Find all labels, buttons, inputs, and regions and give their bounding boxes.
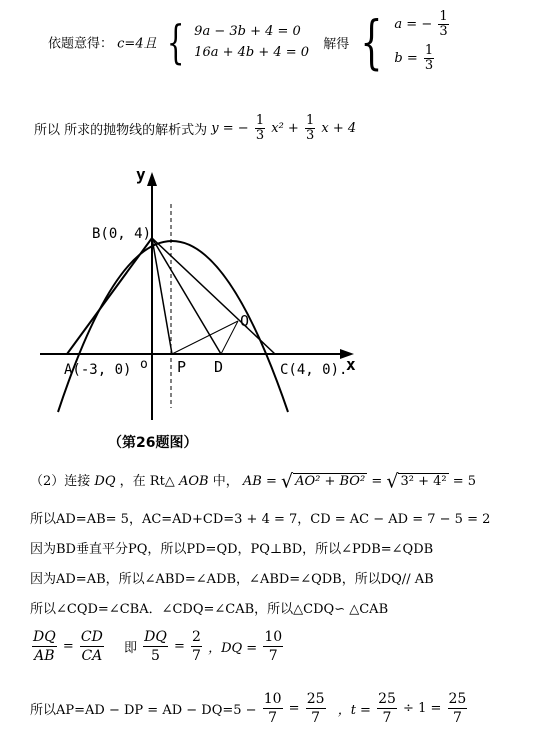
point-P-label: P: [177, 358, 187, 376]
a-num: 1: [439, 9, 448, 24]
ratio-eq-2: =: [173, 639, 185, 654]
in-text: 中，: [212, 474, 239, 489]
ratio-frac-2: [80, 628, 104, 665]
ratio-3-den: 5: [151, 648, 160, 664]
ratio-4-num: 2: [192, 629, 201, 645]
sqrt-icon: √: [280, 470, 294, 493]
bd-line: 因为BD垂直平分PQ，所以PD=QD，PQ⊥BD，所以∠PDB=∠QDB: [30, 542, 434, 557]
point-B-label: B(0, 4): [92, 226, 152, 242]
origin-label: o: [140, 357, 148, 372]
b-den: 3: [424, 58, 434, 73]
ap-frac-2: [306, 690, 326, 727]
coef-1-num: 1: [255, 113, 265, 128]
ad-line: 所以AD=AB= 5，AC=AD+CD=3 + 4 = 7，CD = AC − AD = 7 − 5 = 2: [30, 512, 491, 527]
parabola-prefix: 所以 所求的抛物线的解析式为: [34, 123, 208, 138]
segment-DQ: [221, 321, 238, 354]
ap-1-num: 10: [263, 691, 282, 707]
a-den: 3: [439, 24, 448, 39]
point-Q-label: Q: [240, 312, 250, 330]
coef-1-den: 3: [255, 128, 265, 143]
parabola-curve: [58, 241, 288, 412]
ap-frac-3: [377, 690, 397, 727]
coef-2: [305, 114, 315, 143]
given-prefix: 依题意得：: [48, 36, 114, 52]
ratio-2-den: CA: [81, 648, 103, 664]
equation-1: 9a − 3b + 4 = 0: [194, 24, 301, 39]
aob-text: AOB: [178, 474, 209, 489]
equation-2: 16a + 4b + 4 = 0: [194, 45, 310, 60]
point-A-label: A(-3, 0): [64, 362, 132, 378]
b-num: 1: [424, 43, 434, 58]
ratio-frac-4: [191, 628, 202, 665]
coef-2-num: 1: [305, 113, 315, 128]
ap-3-den: 7: [382, 710, 392, 726]
ad-ab-line: 因为AD=AB，所以∠ABD=∠ADB，∠ABD=∠QDB，所以DQ// AB: [30, 572, 434, 587]
y-eq: y = −: [211, 121, 249, 136]
eq2-text: =: [371, 474, 387, 489]
ap-eq-1: =: [288, 701, 300, 716]
similar-line: 所以∠CQD=∠CBA．∠CDQ=∠CAB，所以△CDQ∽ △CAB: [30, 602, 389, 617]
ratio-frac-1: [32, 628, 57, 665]
left-brace: {: [166, 15, 185, 69]
ratio-line: [30, 628, 285, 665]
ab-text: AB: [242, 474, 262, 489]
b-fraction: [424, 44, 434, 73]
solution-system: [394, 8, 450, 76]
a-fraction: [438, 10, 448, 39]
sqrt-icon-2: √: [386, 470, 399, 493]
ratio-frac-5: [263, 628, 283, 665]
segment-BC: [152, 238, 275, 354]
ji-text: 即: [123, 641, 137, 656]
ratio-5-num: 10: [264, 629, 283, 645]
ratio-frac-3: [143, 628, 168, 665]
ratio-2-num: CD: [80, 629, 103, 645]
ratio-5-den: 7: [268, 648, 278, 664]
figure-caption: （第26题图）: [108, 435, 198, 451]
ap-4-num: 25: [448, 691, 467, 707]
result-text: = 5: [452, 474, 477, 489]
radicand-1: AO² + BO²: [295, 474, 366, 489]
ap-4-den: 7: [452, 710, 462, 726]
a-lhs: a = −: [394, 17, 433, 32]
point-C-label: C(4, 0).: [280, 362, 348, 378]
ratio-1-num: DQ: [33, 629, 56, 645]
rt-text: ，在 Rt△: [119, 474, 175, 489]
solution-a: [394, 8, 450, 42]
y-axis-arrow: [147, 172, 157, 186]
point-D-label: D: [214, 358, 224, 376]
ap-1-den: 7: [268, 710, 278, 726]
ratio-eq-1: =: [62, 639, 74, 654]
ratio-4-den: 7: [192, 648, 201, 664]
parabola-line: [34, 114, 356, 143]
x-tail: x + 4: [321, 121, 357, 136]
parabola-figure: [0, 158, 540, 458]
div-text: ÷ 1 =: [403, 701, 442, 716]
ratio-3-num: DQ: [144, 629, 167, 645]
equation-system: [194, 21, 309, 63]
ap-prefix: 所以AP=AD − DP = AD − DQ=5 −: [30, 703, 257, 718]
c-equals: c=4且: [117, 36, 157, 52]
ap-line: [30, 690, 469, 727]
ap-frac-1: [263, 690, 283, 727]
ap-2-num: 25: [306, 691, 325, 707]
x-label: x: [346, 355, 356, 374]
coef-1: [255, 114, 265, 143]
ap-3-num: 25: [378, 691, 396, 707]
ap-2-den: 7: [311, 710, 321, 726]
ratio-1-den: AB: [34, 648, 55, 664]
ap-frac-4: [448, 690, 468, 727]
step2-prefix: （2）连接: [30, 474, 91, 489]
t-eq: ，t =: [337, 703, 371, 718]
system-line: [48, 8, 451, 76]
radicand-2: 3² + 4²: [400, 474, 447, 489]
solution-b: [394, 42, 450, 76]
step2-line: [30, 470, 476, 493]
eq-text: =: [265, 474, 281, 489]
b-lhs: b =: [394, 51, 418, 66]
dq-seg: DQ: [94, 474, 116, 489]
dq-eq: ，DQ =: [208, 641, 258, 656]
solution-brace: {: [360, 8, 383, 76]
y-label: y: [136, 165, 146, 184]
coef-2-den: 3: [305, 128, 315, 143]
solve-label: 解得: [323, 36, 350, 52]
x2-plus: x² +: [271, 121, 299, 136]
segment-BA: [67, 238, 152, 354]
